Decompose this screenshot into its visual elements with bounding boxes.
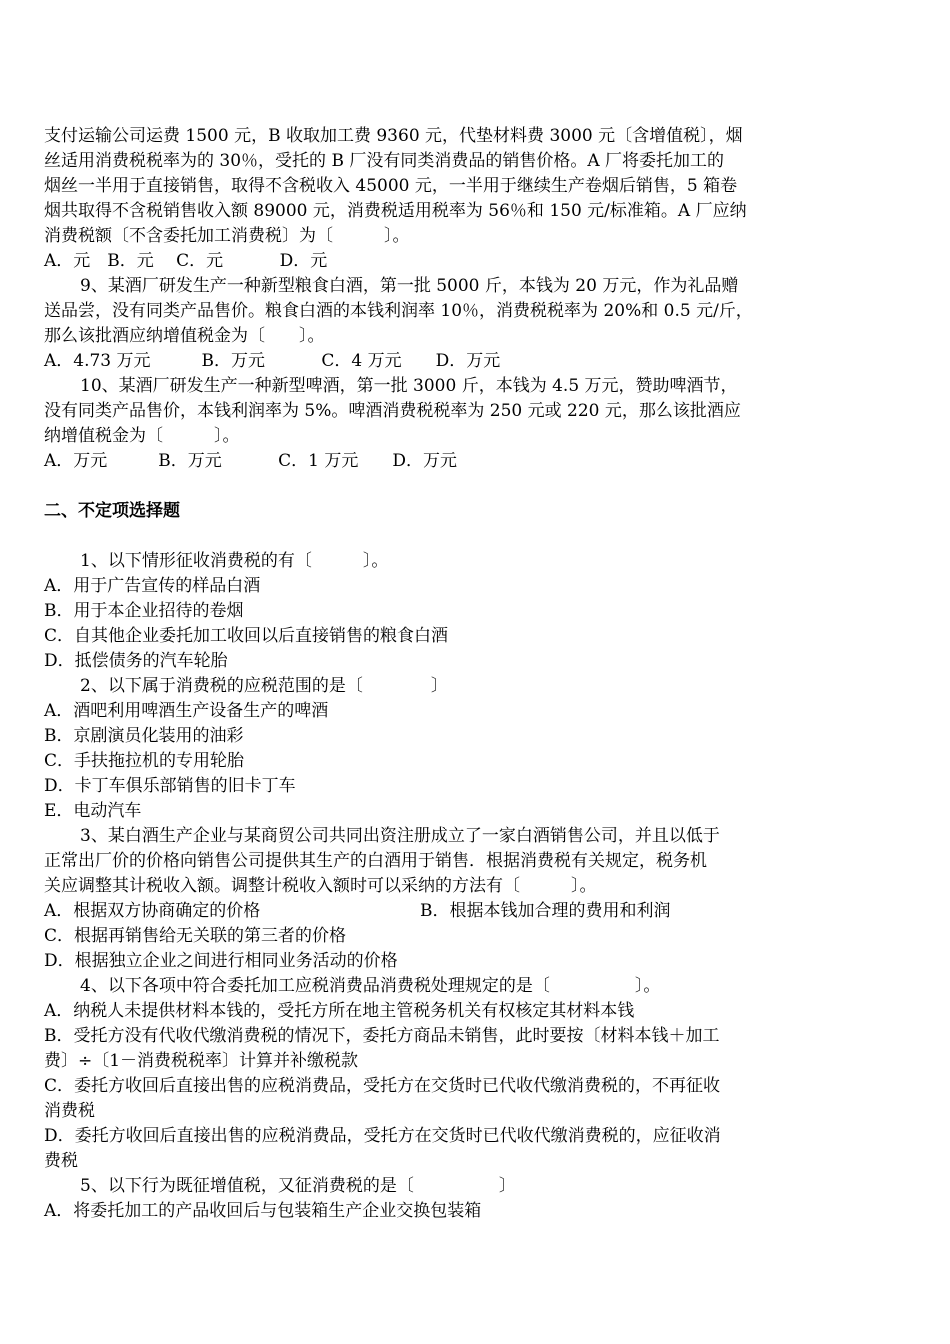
option-item: B．用于本企业招待的卷烟	[44, 601, 244, 621]
question-5-stem: 5、以下行为既征增值税，又征消费税的是〔 〕	[80, 1176, 516, 1196]
spacer	[44, 474, 824, 499]
question-text-line: 消费税额〔不含委托加工消费税〕为〔 〕。	[44, 226, 410, 246]
option-item: D．抵偿债务的汽车轮胎	[44, 651, 228, 671]
question-text-line: 烟丝一半用于直接销售，取得不含税收入 45000 元，一半用于继续生产卷烟后销售，5 箱卷	[44, 176, 738, 196]
option-item-continuation: 费税	[44, 1151, 78, 1171]
question-text-line: 没有同类产品售价，本钱利润率为 5%。啤酒消费税税率为 250 元或 220 元，那么该批酒应	[44, 401, 741, 421]
question-10-stem: 10、某酒厂研发生产一种新型啤酒，第一批 3000 斤，本钱为 4.5 万元，赞助啤酒节，	[80, 376, 738, 396]
question-text-line: 那么该批酒应纳增值税金为〔 〕。	[44, 326, 325, 346]
section-heading: 二、不定项选择题	[44, 501, 180, 521]
option-item: B．京剧演员化装用的油彩	[44, 726, 244, 746]
option-item: D．卡丁车俱乐部销售的旧卡丁车	[44, 776, 296, 796]
answer-options: A．4.73 万元 B．万元 C．4 万元 D．万元	[44, 351, 501, 371]
question-text-line: 正常出厂价的价格向销售公司提供其生产的白酒用于销售．根据消费税有关规定，税务机	[44, 851, 707, 871]
question-4-stem: 4、以下各项中符合委托加工应税消费品消费税处理规定的是〔 〕。	[80, 976, 661, 996]
option-item: A．用于广告宣传的样品白酒	[44, 576, 261, 596]
option-item-continuation: 消费税	[44, 1101, 95, 1121]
option-item: A．酒吧利用啤酒生产设备生产的啤酒	[44, 701, 329, 721]
option-row	[44, 899, 824, 924]
question-text-line: 丝适用消费税税率为的 30％，受托的 B 厂没有同类消费品的销售价格。A 厂将委托加工的	[44, 151, 725, 171]
option-item: D．根据独立企业之间进行相同业务活动的价格	[44, 951, 398, 971]
question-3-stem: 3、某白酒生产企业与某商贸公司共同出资注册成立了一家白酒销售公司，并且以低于	[80, 826, 720, 846]
question-text-line: 烟共取得不含税销售收入额 89000 元，消费税适用税率为 56％和 150 元/标准箱。A 厂应纳	[44, 201, 747, 221]
question-text-line: 支付运输公司运费 1500 元，B 收取加工费 9360 元，代垫材料费 3000 元〔含增值税〕，烟	[44, 126, 743, 146]
option-item: E．电动汽车	[44, 801, 142, 821]
question-text-line: 纳增值税金为〔 〕。	[44, 426, 240, 446]
option-item: A．纳税人未提供材料本钱的，受托方所在地主管税务机关有权核定其材料本钱	[44, 1001, 635, 1021]
answer-options: A．元 B．元 C．元 D．元	[44, 251, 328, 271]
question-text-line: 关应调整其计税收入额。调整计税收入额时可以采纳的方法有〔 〕。	[44, 876, 597, 896]
question-1-stem: 1、以下情形征收消费税的有〔 〕。	[80, 551, 389, 571]
option-item-continuation: 费〕÷〔1－消费税税率〕计算并补缴税款	[44, 1051, 359, 1071]
option-item: B．受托方没有代收代缴消费税的情况下，委托方商品未销售，此时要按〔材料本钱＋加工	[44, 1026, 720, 1046]
option-item: A．根据双方协商确定的价格	[44, 901, 261, 921]
option-item: C．手扶拖拉机的专用轮胎	[44, 751, 245, 771]
option-item: A．将委托加工的产品收回后与包装箱生产企业交换包装箱	[44, 1201, 482, 1221]
spacer	[44, 524, 824, 549]
document-body	[44, 124, 824, 1224]
option-item: D．委托方收回后直接出售的应税消费品，受托方在交货时已代收代缴消费税的，应征收消	[44, 1126, 721, 1146]
option-item: C．根据再销售给无关联的第三者的价格	[44, 926, 347, 946]
answer-options: A．万元 B．万元 C．1 万元 D．万元	[44, 451, 458, 471]
option-item: C．委托方收回后直接出售的应税消费品，受托方在交货时已代收代缴消费税的，不再征收	[44, 1076, 721, 1096]
question-9-stem: 9、某酒厂研发生产一种新型粮食白酒，第一批 5000 斤，本钱为 20 万元，作为礼品赠	[80, 276, 739, 296]
question-text-line: 送品尝，没有同类产品售价。粮食白酒的本钱利润率 10％，消费税税率为 20%和 0.5 元/斤，	[44, 301, 753, 321]
option-item: B．根据本钱加合理的费用和利润	[420, 901, 671, 921]
option-item: C．自其他企业委托加工收回以后直接销售的粮食白酒	[44, 626, 449, 646]
question-2-stem: 2、以下属于消费税的应税范围的是〔 〕	[80, 676, 448, 696]
